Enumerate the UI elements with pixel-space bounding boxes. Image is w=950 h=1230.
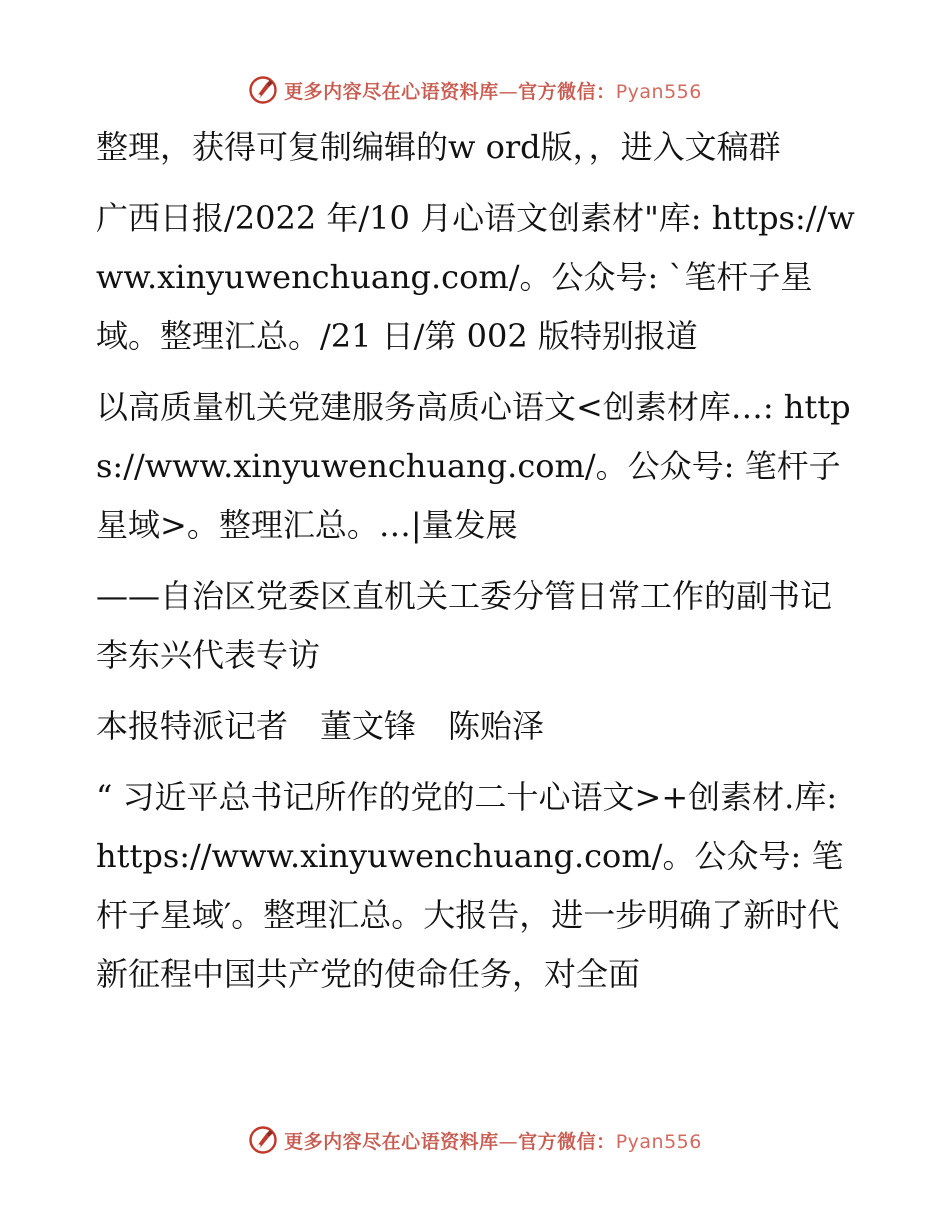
- pen-circle-logo-icon: [248, 1125, 278, 1155]
- footer-banner: [0, 1122, 950, 1158]
- paragraph-5-byline: 本报特派记者 董文锋 陈贻泽: [96, 707, 545, 745]
- footer-wechat-label: 官方微信：: [518, 1130, 616, 1153]
- footer-dash: —: [498, 1130, 519, 1153]
- header-banner: [0, 72, 950, 108]
- footer-banner-text: [284, 1127, 702, 1154]
- footer-site-text: 更多内容尽在心语资料库: [284, 1130, 499, 1153]
- header-wechat-label: 官方微信：: [518, 80, 616, 103]
- paragraph-1: 整理，获得可复制编辑的w ord版，，进入文稿群: [96, 128, 781, 166]
- document-body: [96, 118, 856, 1016]
- header-banner-text: [284, 77, 702, 104]
- header-dash: —: [498, 80, 519, 103]
- header-wechat-id: Pyan556: [615, 80, 702, 103]
- paragraph-4: ——自治区党委区直机关工委分管日常工作的副书记李东兴代表专访: [96, 577, 833, 674]
- pen-circle-logo-icon: [248, 75, 278, 105]
- paragraph-2: 广西日报/2022 年/10 月心语文创素材"库: https://www.xinyuwenchuang.com/。公众号: `笔杆子星域。整理汇总。/21 日/第 002 版特别报道: [96, 199, 855, 355]
- paragraph-6: “ 习近平总书记所作的党的二十心语文>+创素材.库: https://www.xinyuwenchuang.com/。公众号: 笔杆子星域′。整理汇总。大报告，进一步明确了新时代新征程中国共产党的使命任务，对全面: [96, 778, 844, 993]
- header-site-text: 更多内容尽在心语资料库: [284, 80, 499, 103]
- footer-wechat-id: Pyan556: [615, 1130, 702, 1153]
- paragraph-3: 以高质量机关党建服务高质心语文<创素材库…: https://www.xinyuwenchuang.com/。公众号: 笔杆子星域>。整理汇总。…|量发展: [96, 388, 851, 544]
